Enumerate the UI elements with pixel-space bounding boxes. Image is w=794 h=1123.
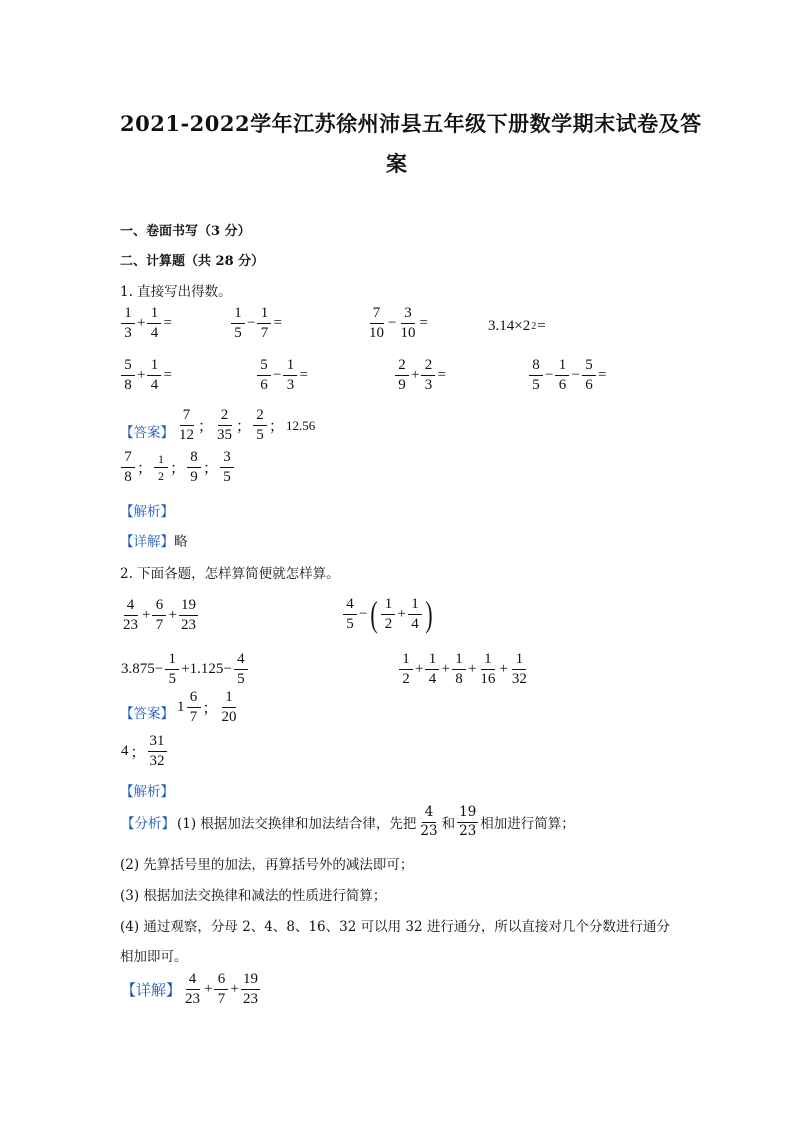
numerator: 31 — [148, 734, 167, 752]
numerator: 2 — [395, 358, 409, 376]
denominator: 5 — [168, 671, 176, 687]
denominator: 5 — [223, 469, 231, 485]
separator: ； — [236, 419, 252, 435]
denominator: 6 — [260, 377, 268, 393]
fraction — [214, 972, 228, 1007]
fraction — [253, 408, 267, 443]
fraction — [421, 358, 435, 393]
fraction — [177, 408, 196, 443]
q1-expression — [366, 306, 429, 341]
fraction — [179, 598, 198, 633]
denominator: 7 — [217, 991, 226, 1007]
numerator: 2 — [421, 358, 435, 376]
equals-sign: = — [537, 318, 546, 334]
numerator: 19 — [179, 598, 198, 616]
denominator: 3 — [424, 377, 433, 393]
numerator: 7 — [370, 306, 384, 324]
q2-detail — [120, 972, 261, 1007]
fraction — [148, 734, 167, 769]
denominator: 9 — [190, 469, 198, 485]
denominator: 5 — [234, 325, 242, 341]
numerator: 4 — [422, 806, 436, 823]
fraction — [478, 652, 497, 687]
q2-answers-row2 — [120, 734, 168, 769]
separator: ； — [170, 461, 186, 477]
fraction — [121, 598, 140, 633]
equals-sign: = — [163, 315, 172, 331]
numerator: 3 — [220, 450, 234, 468]
fraction — [452, 652, 466, 687]
operator: + — [137, 315, 146, 331]
numerator: 5 — [582, 358, 596, 376]
fraction — [425, 652, 439, 687]
numerator: 7 — [121, 450, 135, 468]
fraction — [510, 652, 529, 687]
q2-answers-row1 — [176, 690, 240, 725]
denominator: 8 — [124, 469, 132, 485]
separator: ； — [130, 745, 146, 761]
q2-expression-1 — [120, 598, 199, 633]
denominator: 4 — [411, 615, 419, 632]
analysis-label: 【解析】 — [120, 504, 174, 520]
numerator: 6 — [187, 690, 201, 708]
fraction — [121, 306, 135, 341]
denominator: 9 — [398, 377, 406, 393]
separator: ； — [198, 419, 214, 435]
operator: − — [359, 605, 368, 622]
numerator: 1 — [222, 690, 236, 708]
fraction — [398, 306, 417, 341]
operator: + — [397, 605, 406, 622]
question-1-prompt: 1. 直接写出得数。 — [120, 284, 232, 300]
fraction — [457, 806, 478, 838]
denominator: 32 — [149, 753, 165, 769]
operator: + — [467, 661, 477, 677]
numerator: 1 — [231, 306, 245, 324]
page-title-cont: 案 — [386, 151, 408, 176]
fraction — [231, 306, 245, 341]
numerator: 8 — [529, 358, 543, 376]
numerator: 1 — [147, 306, 161, 324]
fraction — [215, 408, 234, 443]
fraction — [241, 972, 260, 1007]
numerator: 2 — [218, 408, 232, 426]
fraction — [187, 450, 201, 485]
numerator: 1 — [121, 306, 135, 324]
q1-answers-row2 — [120, 450, 235, 485]
denominator: 23 — [123, 617, 138, 633]
operator: − — [388, 315, 397, 331]
question-2-prompt: 2. 下面各题，怎样算简便就怎样算。 — [120, 566, 340, 582]
fraction — [152, 598, 166, 633]
operator: + — [168, 607, 177, 623]
expression-text: 3.14×2 — [488, 318, 531, 334]
numerator: 1 — [165, 652, 179, 670]
operator: + — [415, 661, 424, 677]
numerator: 5 — [257, 358, 271, 376]
operator: + — [230, 981, 239, 997]
denominator: 4 — [150, 325, 159, 341]
page-title: 2021-2022学年江苏徐州沛县五年级下册数学期末试卷及答 — [120, 111, 702, 136]
fraction — [408, 597, 422, 632]
fraction — [399, 652, 413, 687]
numerator: 8 — [187, 450, 201, 468]
denominator: 35 — [217, 427, 233, 443]
q1-expression — [256, 358, 309, 393]
denominator: 2 — [158, 469, 165, 483]
fraction — [165, 652, 179, 687]
fraction — [343, 597, 357, 632]
denominator: 4 — [428, 671, 437, 687]
numerator: 1 — [425, 652, 439, 670]
fraction — [418, 806, 439, 838]
fraction — [154, 453, 168, 482]
denominator: 7 — [260, 325, 269, 341]
expression-text: +1.125− — [181, 661, 232, 677]
numerator: 6 — [214, 972, 228, 990]
denominator: 5 — [237, 671, 245, 687]
fraction — [529, 358, 543, 393]
right-paren: ) — [425, 594, 433, 634]
fenxi-text: 和 — [441, 816, 456, 832]
denominator: 12 — [179, 427, 194, 443]
fraction — [257, 358, 271, 393]
fraction — [283, 358, 297, 393]
denominator: 23 — [420, 822, 438, 839]
fraction — [147, 358, 161, 393]
denominator: 10 — [369, 325, 384, 341]
operator: + — [499, 661, 508, 677]
operator: + — [142, 607, 151, 623]
fenxi-text: 相加进行简算； — [480, 816, 575, 832]
fraction — [381, 597, 395, 632]
detail-label: 【详解】 — [121, 981, 182, 999]
q1-expression — [528, 358, 607, 393]
operator: + — [204, 981, 213, 997]
equals-sign: = — [299, 367, 308, 383]
denominator: 16 — [480, 671, 496, 687]
numerator: 1 — [408, 597, 422, 615]
q2-expression-3 — [120, 652, 249, 687]
detail-label: 【详解】 — [120, 534, 174, 550]
fraction — [395, 358, 409, 393]
numerator: 2 — [253, 408, 267, 426]
q2-expression-4 — [398, 652, 530, 687]
numerator: 1 — [147, 358, 161, 376]
separator: ； — [137, 461, 153, 477]
fraction — [582, 358, 596, 393]
q2-answer-label: 【答案】 — [120, 706, 174, 722]
operator: − — [273, 367, 282, 383]
denominator: 6 — [585, 377, 593, 393]
denominator: 23 — [459, 822, 477, 839]
denominator: 2 — [402, 671, 410, 687]
equals-sign: = — [273, 315, 282, 331]
answer-value: 4 — [121, 743, 129, 759]
numerator: 1 — [154, 453, 168, 468]
numerator: 1 — [481, 652, 495, 670]
q2-analysis-label: 【解析】 — [120, 784, 174, 800]
separator: ； — [202, 701, 218, 717]
equals-sign: = — [419, 315, 428, 331]
q2-fenxi-2: (2) 先算括号里的加法，再算括号外的减法即可； — [120, 857, 414, 873]
section-heading-2: 二、计算题（共 28 分） — [120, 254, 265, 269]
denominator: 5 — [532, 377, 540, 393]
numerator: 6 — [152, 598, 166, 616]
exponent: 2 — [531, 321, 537, 332]
denominator: 7 — [189, 709, 198, 725]
fraction — [367, 306, 386, 341]
q1-expression — [487, 318, 547, 335]
detail-expression — [182, 972, 261, 1007]
denominator: 6 — [558, 377, 567, 393]
denominator: 23 — [242, 991, 258, 1007]
operator: − — [571, 367, 580, 383]
detail-row — [120, 530, 188, 550]
denominator: 5 — [256, 427, 264, 443]
fraction — [187, 690, 201, 725]
numerator: 4 — [234, 652, 248, 670]
denominator: 3 — [286, 377, 295, 393]
fraction — [183, 972, 202, 1007]
numerator: 4 — [186, 972, 200, 990]
operator: − — [545, 367, 554, 383]
operator: + — [137, 367, 146, 383]
numerator: 1 — [512, 652, 526, 670]
q2-fenxi-1 — [120, 806, 576, 838]
fraction — [147, 306, 161, 341]
answer-decimal: 12.56 — [286, 417, 316, 433]
expression-text: 3.875− — [121, 661, 164, 677]
separator: ； — [269, 419, 285, 435]
operator: − — [247, 315, 256, 331]
q1-expression — [230, 306, 283, 341]
separator: ； — [203, 461, 219, 477]
denominator: 7 — [155, 617, 164, 633]
q2-fenxi-4-cont: 相加即可。 — [120, 949, 188, 965]
denominator: 23 — [185, 991, 201, 1007]
denominator: 8 — [124, 377, 132, 393]
denominator: 32 — [511, 671, 527, 687]
left-paren: ( — [370, 594, 379, 634]
q2-expression-2 — [342, 596, 435, 632]
numerator: 19 — [457, 806, 478, 823]
answer-label: 【答案】 — [120, 425, 174, 441]
denominator: 20 — [221, 709, 237, 725]
fraction — [220, 690, 239, 725]
equals-sign: = — [437, 367, 446, 383]
operator: + — [411, 367, 420, 383]
denominator: 5 — [346, 615, 354, 632]
q2-fenxi-3: (3) 根据加法交换律和减法的性质进行简算； — [120, 888, 387, 904]
denominator: 23 — [180, 617, 196, 633]
fraction — [220, 450, 234, 485]
section-heading-1: 一、卷面书写（3 分） — [120, 224, 251, 239]
denominator: 3 — [124, 325, 132, 341]
denominator: 8 — [455, 671, 463, 687]
denominator: 10 — [400, 325, 416, 341]
denominator: 4 — [150, 377, 159, 393]
q1-expression — [120, 358, 173, 393]
numerator: 3 — [401, 306, 415, 324]
denominator: 2 — [384, 615, 393, 632]
fenxi-label: 【分析】 — [121, 816, 175, 832]
numerator: 1 — [257, 306, 271, 324]
detail-text: 略 — [174, 534, 188, 550]
equals-sign: = — [163, 367, 172, 383]
fraction — [257, 306, 271, 341]
numerator: 1 — [452, 652, 466, 670]
numerator: 1 — [555, 358, 569, 376]
q2-fenxi-4: (4) 通过观察，分母 2、4、8、16、32 可以用 32 进行通分，所以直接对几个分数进行通分 — [120, 919, 670, 935]
numerator: 1 — [381, 597, 395, 615]
fenxi-text: (1) 根据加法交换律和加法结合律，先把 — [177, 816, 417, 832]
fraction — [121, 450, 135, 485]
q1-expression — [120, 306, 173, 341]
numerator: 5 — [121, 358, 135, 376]
numerator: 7 — [180, 408, 194, 426]
fraction — [121, 358, 135, 393]
numerator: 19 — [241, 972, 260, 990]
numerator: 1 — [399, 652, 413, 670]
mixed-whole: 1 — [177, 699, 185, 715]
fraction — [234, 652, 248, 687]
q1-expression — [394, 358, 447, 393]
fraction — [555, 358, 569, 393]
numerator: 1 — [283, 358, 297, 376]
numerator: 4 — [343, 597, 357, 615]
equals-sign: = — [597, 367, 607, 383]
operator: + — [441, 661, 450, 677]
numerator: 4 — [124, 598, 138, 616]
q1-answers-row1 — [176, 408, 316, 443]
